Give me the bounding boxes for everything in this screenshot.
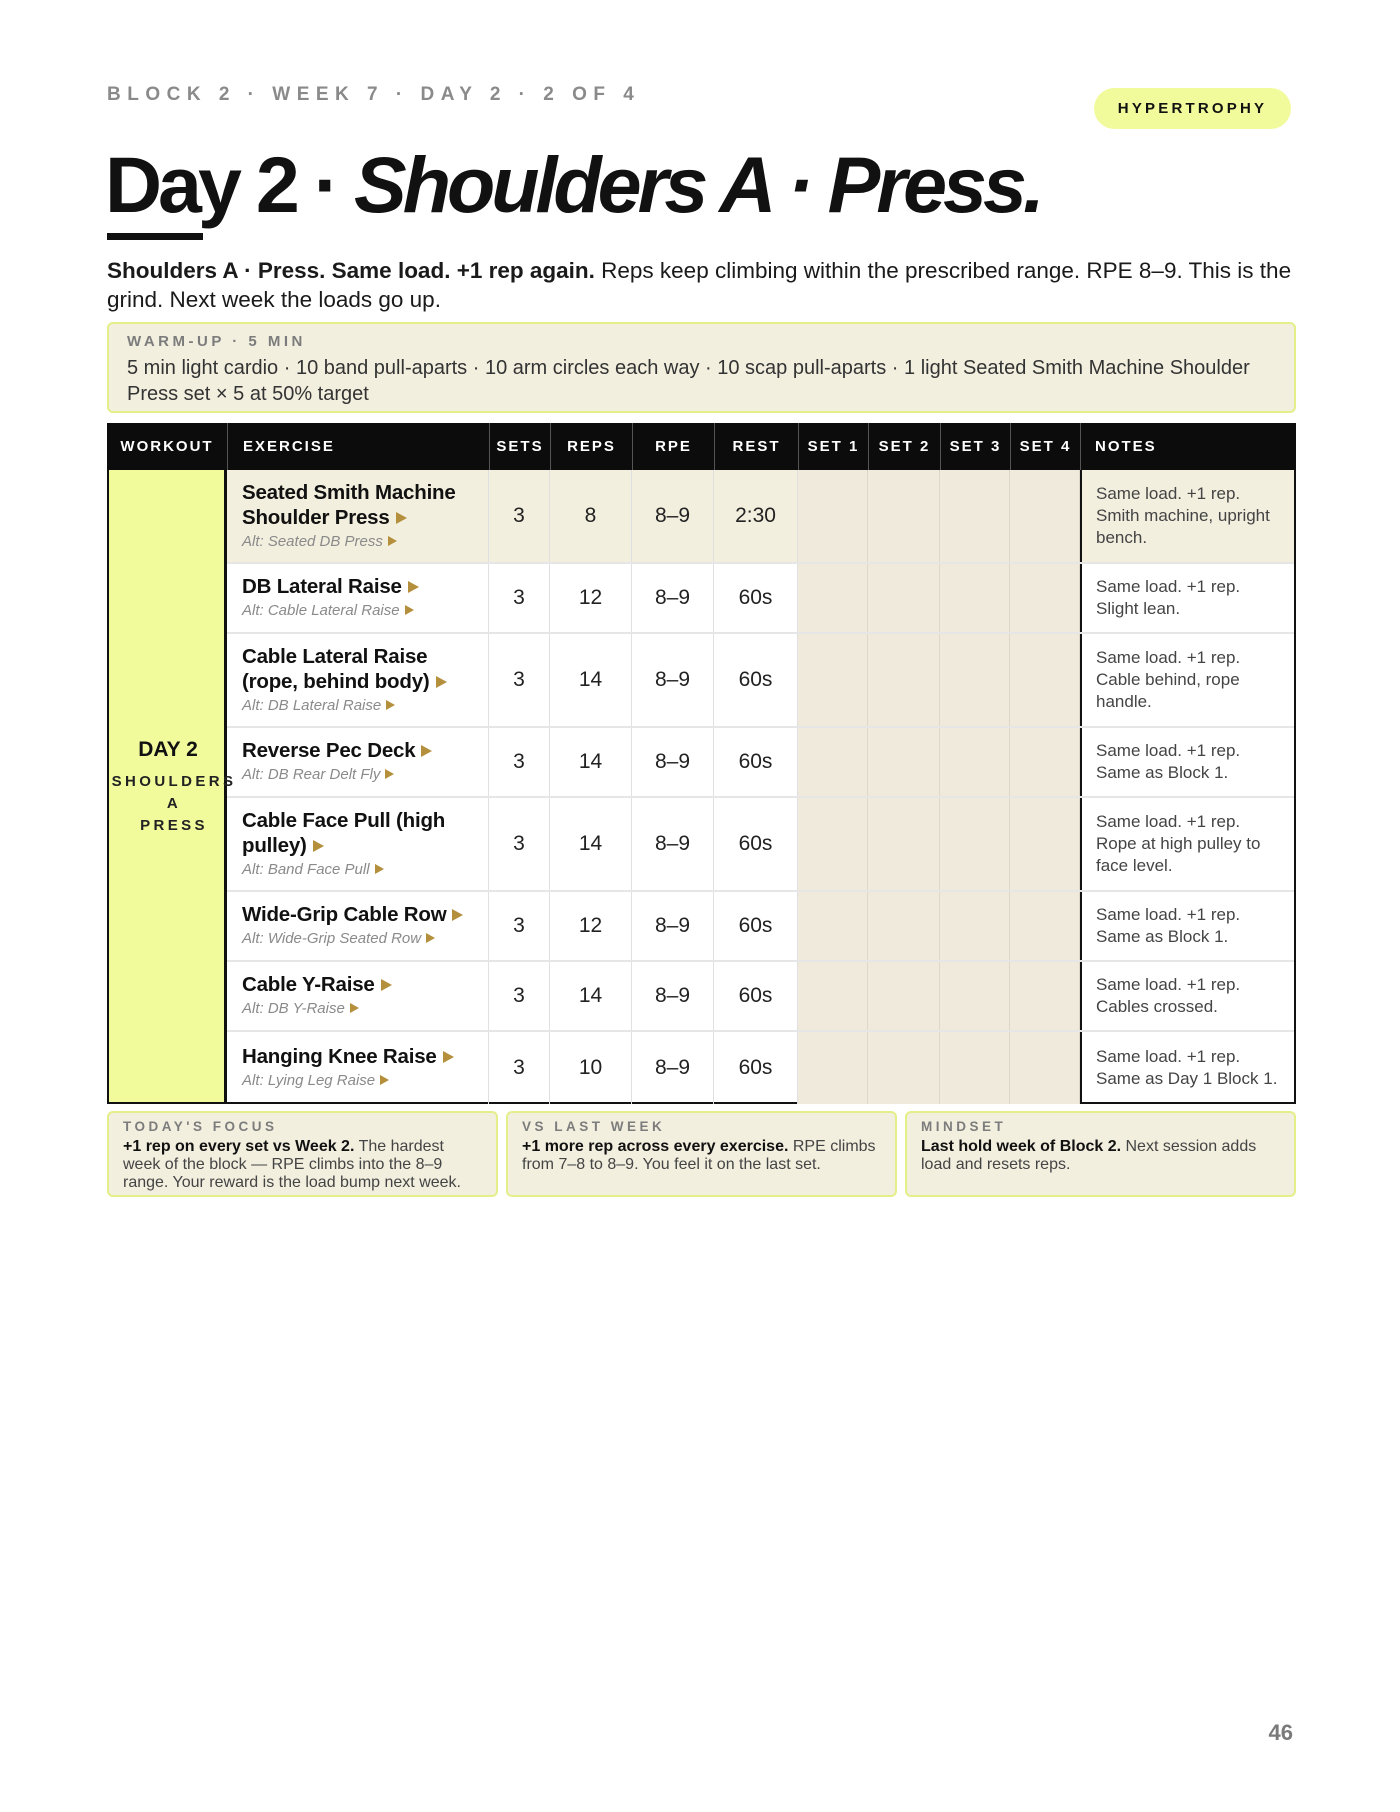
exercise-alternative-text: Alt: DB Lateral Raise <box>242 696 382 714</box>
sets-cell: 3 <box>489 728 550 796</box>
exercise-name[interactable] <box>242 480 480 530</box>
set2-log-cell[interactable] <box>868 564 940 632</box>
set4-log-cell[interactable] <box>1010 1032 1080 1104</box>
set2-log-cell[interactable] <box>868 798 940 890</box>
play-video-icon[interactable] <box>386 700 395 710</box>
exercise-alternative-text: Alt: Seated DB Press <box>242 532 383 550</box>
set3-log-cell[interactable] <box>940 728 1010 796</box>
play-video-icon[interactable] <box>421 745 432 757</box>
exercise-alternative[interactable] <box>242 600 414 622</box>
card-text <box>123 1138 482 1192</box>
day-subtitle-line2: A <box>166 795 182 812</box>
reps-cell: 14 <box>550 634 632 726</box>
header-rest: REST <box>714 423 798 470</box>
exercise-cell <box>227 892 489 960</box>
set2-log-cell[interactable] <box>868 728 940 796</box>
play-video-icon[interactable] <box>380 1075 389 1085</box>
day-label: DAY 2 <box>138 738 198 761</box>
play-video-icon[interactable] <box>375 864 384 874</box>
notes-cell: Same load. +1 rep. Smith machine, upright bench. <box>1080 470 1294 562</box>
notes-cell: Same load. +1 rep. Same as Day 1 Block 1. <box>1080 1032 1294 1104</box>
rest-cell: 60s <box>714 798 798 890</box>
exercise-alternative-text: Alt: Cable Lateral Raise <box>242 602 400 619</box>
set1-log-cell[interactable] <box>798 634 868 726</box>
exercise-name-text: Wide-Grip Cable Row <box>242 903 447 926</box>
reps-cell: 8 <box>550 470 632 562</box>
day-subtitle <box>109 771 239 837</box>
play-video-icon[interactable] <box>408 581 419 593</box>
reps-cell: 14 <box>550 962 632 1030</box>
set3-log-cell[interactable] <box>940 564 1010 632</box>
card-label: TODAY'S FOCUS <box>123 1119 278 1134</box>
day-subtitle-line3: PRESS <box>140 817 208 834</box>
exercise-rows <box>227 470 1296 1104</box>
exercise-cell <box>227 564 489 632</box>
set4-log-cell[interactable] <box>1010 728 1080 796</box>
card-todays-focus <box>107 1111 498 1197</box>
exercise-name-text: Reverse Pec Deck <box>242 739 416 762</box>
set1-log-cell[interactable] <box>798 1032 868 1104</box>
workout-day-cell <box>107 470 237 1104</box>
table-row <box>227 1032 1294 1104</box>
phase-tag: HYPERTROPHY <box>1094 88 1291 129</box>
rpe-cell: 8–9 <box>632 564 714 632</box>
rest-cell: 60s <box>714 1032 798 1104</box>
exercise-name[interactable] <box>242 738 432 763</box>
sets-cell: 3 <box>489 798 550 890</box>
table-row <box>227 470 1294 564</box>
header-exercise: EXERCISE <box>227 423 489 470</box>
card-text-bold: +1 rep on every set vs Week 2. <box>123 1138 355 1155</box>
header-set1: SET 1 <box>798 423 868 470</box>
rest-cell: 60s <box>714 564 798 632</box>
exercise-alternative-text: Alt: Band Face Pull <box>242 860 370 878</box>
notes-cell: Same load. +1 rep. Cables crossed. <box>1080 962 1294 1030</box>
exercise-name[interactable] <box>242 1044 454 1069</box>
intro-bold: Shoulders A · Press. Same load. +1 rep again. <box>107 258 595 283</box>
exercise-name[interactable] <box>242 574 419 599</box>
set3-log-cell[interactable] <box>940 1032 1010 1104</box>
header-notes: NOTES <box>1080 423 1296 470</box>
reps-cell: 14 <box>550 728 632 796</box>
set1-log-cell[interactable] <box>798 728 868 796</box>
reps-cell: 14 <box>550 798 632 890</box>
intro-paragraph <box>107 256 1297 314</box>
exercise-alternative-text: Alt: DB Rear Delt Fly <box>242 766 381 783</box>
exercise-name[interactable] <box>242 972 392 997</box>
warmup-text: 5 min light cardio · 10 band pull-aparts · 10 arm circles each way · 10 scap pull-aparts · 1 light Seated Smith Machine Shoulder Press set × 5 at 50% target <box>127 357 1250 405</box>
card-label: VS LAST WEEK <box>522 1119 666 1134</box>
card-text-body: The hardest week of the block — RPE climbs into the 8–9 range. Your reward is the load bump next week. <box>123 1138 461 1191</box>
exercise-name-text: DB Lateral Raise <box>242 575 402 598</box>
page-title <box>105 140 1041 229</box>
rpe-cell: 8–9 <box>632 728 714 796</box>
sets-cell: 3 <box>489 962 550 1030</box>
card-text <box>522 1138 881 1174</box>
rpe-cell: 8–9 <box>632 798 714 890</box>
card-text <box>921 1138 1280 1174</box>
exercise-name-text: Cable Face Pull (high pulley) <box>242 808 446 857</box>
rpe-cell: 8–9 <box>632 470 714 562</box>
summary-cards <box>107 1111 1296 1197</box>
reps-cell: 12 <box>550 564 632 632</box>
card-vs-last-week <box>506 1111 897 1197</box>
set2-log-cell[interactable] <box>868 470 940 562</box>
set3-log-cell[interactable] <box>940 634 1010 726</box>
play-video-icon[interactable] <box>452 909 463 921</box>
notes-cell: Same load. +1 rep. Same as Block 1. <box>1080 892 1294 960</box>
set4-log-cell[interactable] <box>1010 564 1080 632</box>
exercise-alternative[interactable] <box>242 695 395 717</box>
rest-cell: 60s <box>714 962 798 1030</box>
exercise-alternative[interactable] <box>242 1070 389 1092</box>
exercise-cell <box>227 470 489 562</box>
exercise-alternative-text: Alt: Lying Leg Raise <box>242 1072 376 1089</box>
set3-log-cell[interactable] <box>940 962 1010 1030</box>
set3-log-cell[interactable] <box>940 470 1010 562</box>
play-video-icon[interactable] <box>396 512 407 524</box>
rest-cell: 60s <box>714 728 798 796</box>
exercise-alternative[interactable] <box>242 859 384 881</box>
rpe-cell: 8–9 <box>632 1032 714 1104</box>
set3-log-cell[interactable] <box>940 798 1010 890</box>
notes-cell: Same load. +1 rep. Rope at high pulley to face level. <box>1080 798 1294 890</box>
table-row <box>227 962 1294 1032</box>
exercise-cell <box>227 634 489 726</box>
exercise-cell <box>227 798 489 890</box>
exercise-name[interactable] <box>242 902 463 927</box>
rest-cell: 60s <box>714 634 798 726</box>
card-text-bold: +1 more rep across every exercise. <box>522 1138 789 1155</box>
exercise-name-text: Cable Y-Raise <box>242 973 375 996</box>
exercise-alternative[interactable] <box>242 928 435 950</box>
rpe-cell: 8–9 <box>632 634 714 726</box>
reps-cell: 10 <box>550 1032 632 1104</box>
header-set2: SET 2 <box>868 423 940 470</box>
header-sets: SETS <box>489 423 550 470</box>
title-workout: Shoulders A · Press. <box>354 140 1041 229</box>
play-video-icon[interactable] <box>436 676 447 688</box>
rest-cell: 60s <box>714 892 798 960</box>
intro-text: Reps keep climbing within the prescribed range. RPE 8–9. This is the grind. Next week the loads go up. <box>107 258 1292 312</box>
notes-cell: Same load. +1 rep. Same as Block 1. <box>1080 728 1294 796</box>
play-video-icon[interactable] <box>426 933 435 943</box>
exercise-cell <box>227 1032 489 1104</box>
header-set4: SET 4 <box>1010 423 1080 470</box>
set2-log-cell[interactable] <box>868 962 940 1030</box>
table-row <box>227 798 1294 892</box>
exercise-cell <box>227 962 489 1030</box>
set4-log-cell[interactable] <box>1010 962 1080 1030</box>
header-rpe: RPE <box>632 423 714 470</box>
warmup-label: WARM-UP · 5 MIN <box>127 333 306 350</box>
reps-cell: 12 <box>550 892 632 960</box>
set2-log-cell[interactable] <box>868 634 940 726</box>
header-reps: REPS <box>550 423 632 470</box>
warmup-panel <box>107 322 1296 413</box>
card-text-body: RPE climbs from 7–8 to 8–9. You feel it on the last set. <box>522 1138 876 1173</box>
card-mindset <box>905 1111 1296 1197</box>
sets-cell: 3 <box>489 470 550 562</box>
workout-table <box>107 423 1296 1104</box>
play-video-icon[interactable] <box>350 1003 359 1013</box>
sets-cell: 3 <box>489 564 550 632</box>
exercise-alternative-text: Alt: Wide-Grip Seated Row <box>242 930 422 947</box>
play-video-icon[interactable] <box>381 979 392 991</box>
exercise-name[interactable] <box>242 808 480 858</box>
set1-log-cell[interactable] <box>798 564 868 632</box>
exercise-alternative-text: Alt: DB Y-Raise <box>242 1000 345 1017</box>
sets-cell: 3 <box>489 1032 550 1104</box>
play-video-icon[interactable] <box>385 769 394 779</box>
play-video-icon[interactable] <box>388 536 397 546</box>
exercise-name-text: Seated Smith Machine Shoulder Press <box>242 480 456 529</box>
rpe-cell: 8–9 <box>632 892 714 960</box>
table-header <box>107 423 1296 470</box>
set2-log-cell[interactable] <box>868 1032 940 1104</box>
day-subtitle-line1: SHOULDERS <box>111 773 237 790</box>
set1-log-cell[interactable] <box>798 470 868 562</box>
sets-cell: 3 <box>489 634 550 726</box>
exercise-alternative[interactable] <box>242 998 359 1020</box>
rpe-cell: 8–9 <box>632 962 714 1030</box>
set3-log-cell[interactable] <box>940 892 1010 960</box>
card-text-bold: Last hold week of Block 2. <box>921 1138 1122 1155</box>
exercise-alternative[interactable] <box>242 764 394 786</box>
title-underline <box>107 233 203 240</box>
table-row <box>227 634 1294 728</box>
notes-cell: Same load. +1 rep. Cable behind, rope handle. <box>1080 634 1294 726</box>
exercise-name[interactable] <box>242 644 480 694</box>
set4-log-cell[interactable] <box>1010 470 1080 562</box>
table-row <box>227 892 1294 962</box>
table-row <box>227 728 1294 798</box>
play-video-icon[interactable] <box>405 605 414 615</box>
play-video-icon[interactable] <box>313 840 324 852</box>
exercise-name-text: Hanging Knee Raise <box>242 1045 437 1068</box>
notes-cell: Same load. +1 rep. Slight lean. <box>1080 564 1294 632</box>
set4-log-cell[interactable] <box>1010 634 1080 726</box>
exercise-name-text: Cable Lateral Raise (rope, behind body) <box>242 644 430 693</box>
set2-log-cell[interactable] <box>868 892 940 960</box>
card-label: MINDSET <box>921 1119 1007 1134</box>
set1-log-cell[interactable] <box>798 962 868 1030</box>
set1-log-cell[interactable] <box>798 892 868 960</box>
play-video-icon[interactable] <box>443 1051 454 1063</box>
page-number: 46 <box>1268 1720 1293 1745</box>
header-workout: WORKOUT <box>120 438 214 455</box>
exercise-cell <box>227 728 489 796</box>
set1-log-cell[interactable] <box>798 798 868 890</box>
title-day: Day 2 · <box>105 140 355 229</box>
breadcrumb: BLOCK 2 · WEEK 7 · DAY 2 · 2 OF 4 <box>107 84 641 105</box>
set4-log-cell[interactable] <box>1010 892 1080 960</box>
sets-cell: 3 <box>489 892 550 960</box>
exercise-alternative[interactable] <box>242 531 397 553</box>
set4-log-cell[interactable] <box>1010 798 1080 890</box>
table-row <box>227 564 1294 634</box>
header-set3: SET 3 <box>940 423 1010 470</box>
rest-cell: 2:30 <box>714 470 798 562</box>
card-text-body: Next session adds load and resets reps. <box>921 1138 1257 1173</box>
